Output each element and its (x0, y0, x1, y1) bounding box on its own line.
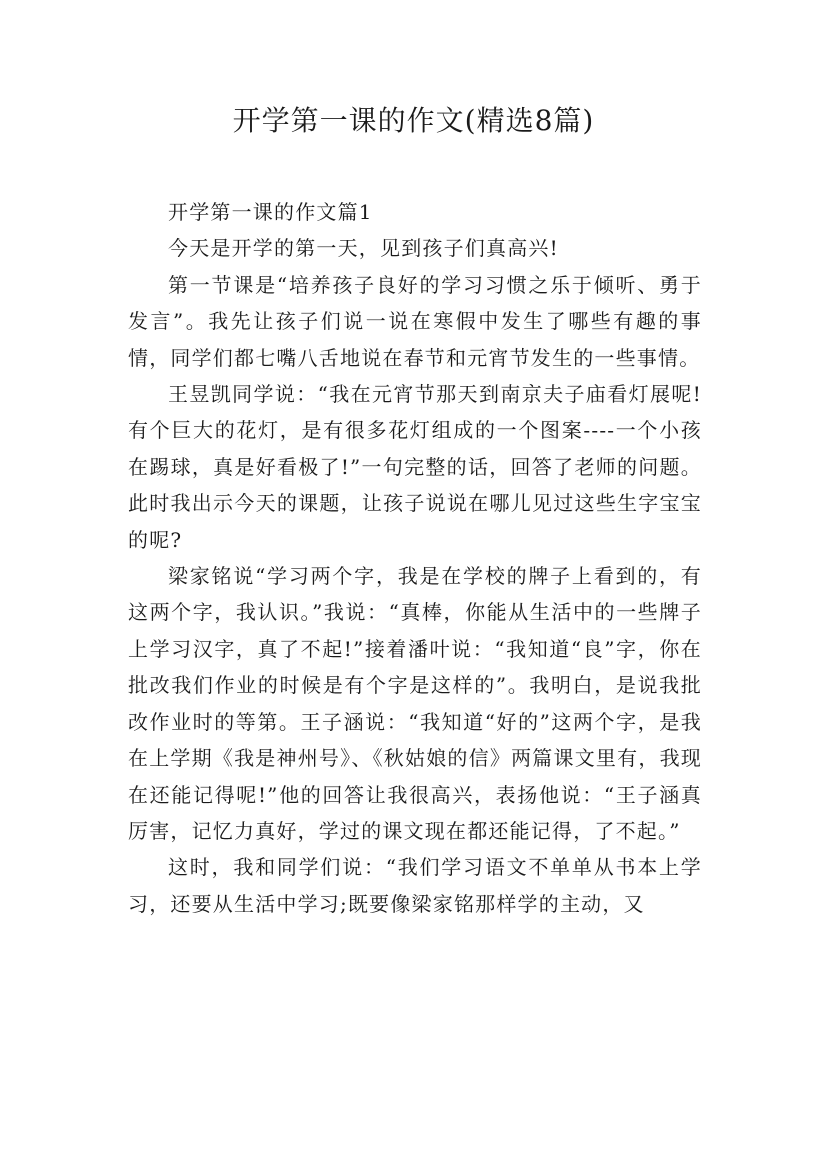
section-heading: 开学第一课的作文篇1 (168, 200, 373, 224)
document-title: 开学第一课的作文(精选8篇) (232, 104, 595, 137)
paragraph: 王昱凯同学说：“我在元宵节那天到南京夫子庙看灯展呢!有个巨大的花灯，是有很多花灯组成的一个图案----一个小孩在踢球，真是好看极了!”一句完整的话，回答了老师的问题。此时我出示今天的课题，让孩子说说在哪儿见过这些生字宝宝的呢? (128, 382, 702, 552)
paragraph: 今天是开学的第一天，见到孩子们真高兴! (168, 236, 559, 261)
paragraph: 第一节课是“培养孩子良好的学习习惯之乐于倾听、勇于发言”。我先让孩子们说一说在寒假中发生了哪些有趣的事情，同学们都七嘴八舌地说在春节和元宵节发生的一些事情。 (128, 272, 702, 370)
paragraph: 梁家铭说“学习两个字，我是在学校的牌子上看到的，有这两个字，我认识。”我说：“真棒，你能从生活中的一些牌子上学习汉字，真了不起!”接着潘叶说：“我知道“良”字，你在批改我们作业的时候是有个字是这样的”。我明白，是说我批改作业时的等第。王子涵说：“我知道“好的”这两个字，是我在上学期《我是神州号》、《秋姑娘的信》两篇课文里有，我现在还能记得呢!”他的回答让我很高兴，表扬他说：“王子涵真厉害，记忆力真好，学过的课文现在都还能记得，了不起。” (128, 564, 702, 843)
paragraph: 这时，我和同学们说：“我们学习语文不单单从书本上学习，还要从生活中学习;既要像梁家铭那样学的主动，又 (128, 855, 702, 916)
document-body (128, 194, 702, 922)
